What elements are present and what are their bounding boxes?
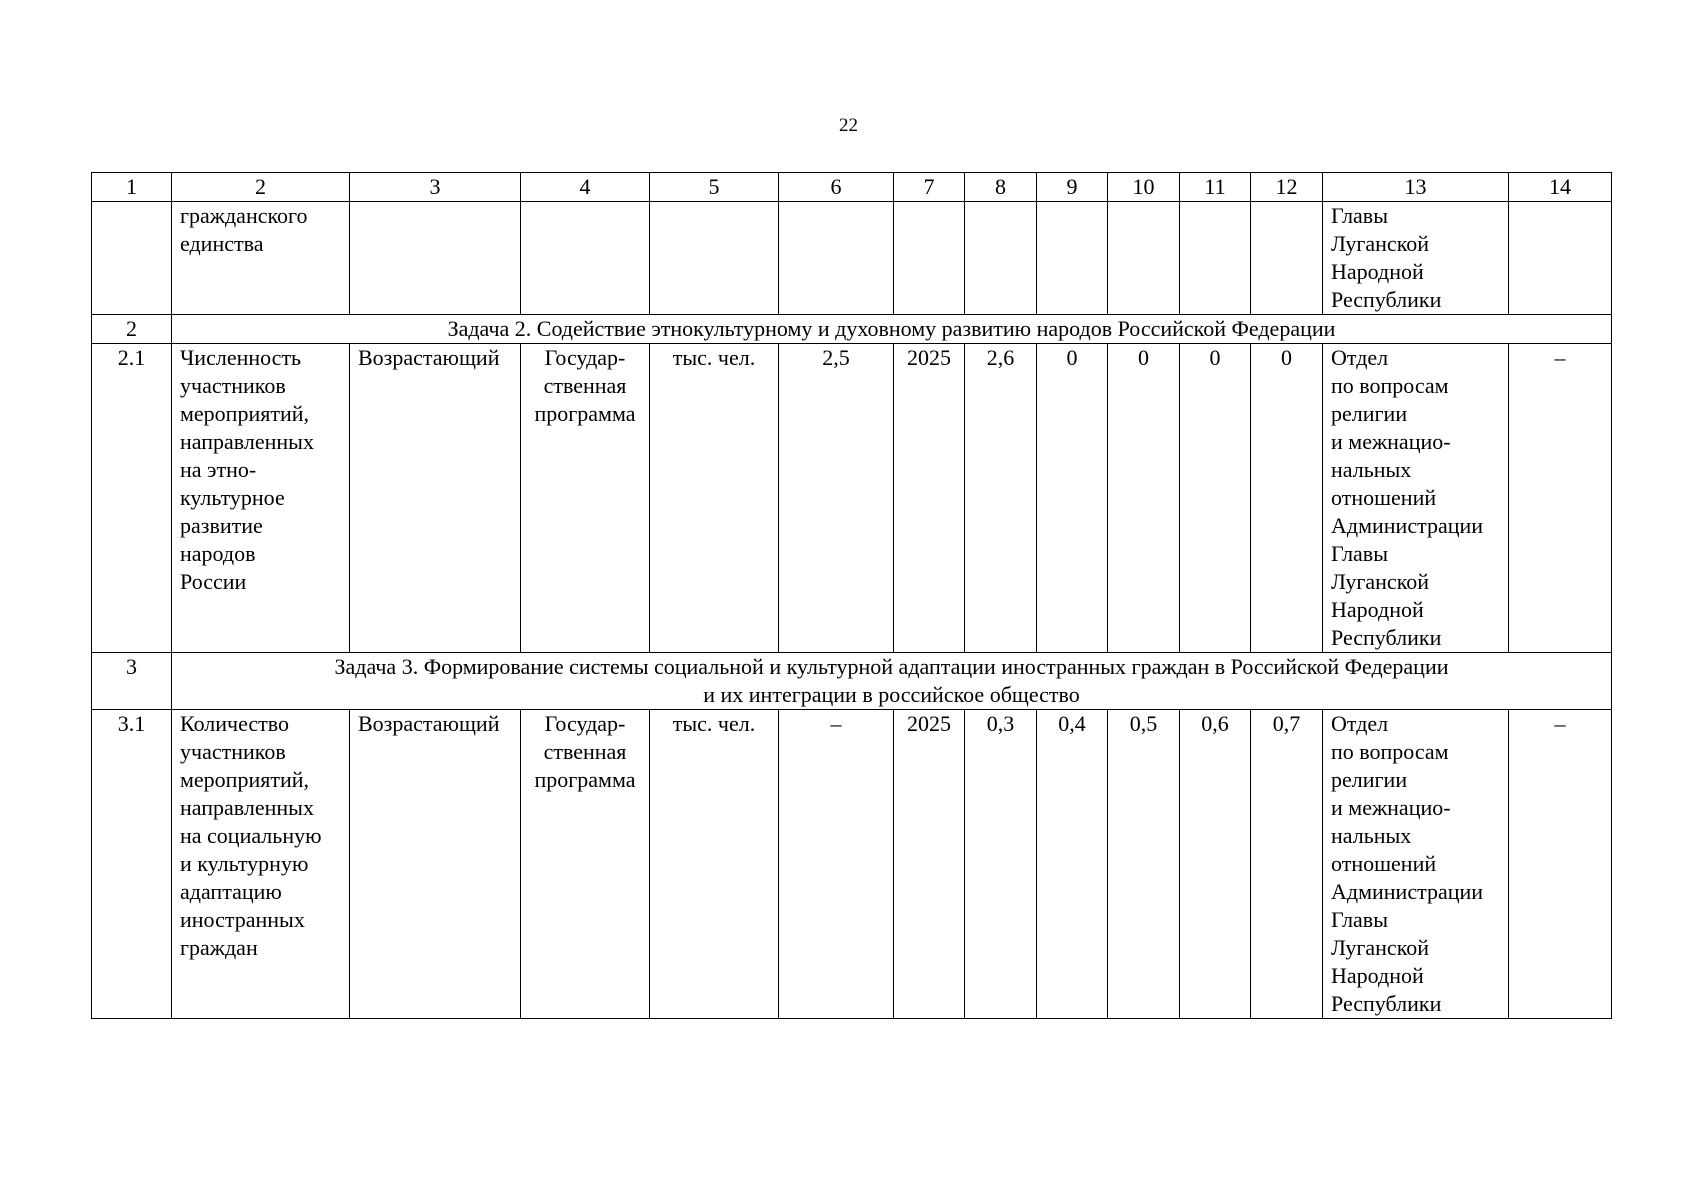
note-cell: – <box>1509 344 1612 653</box>
value-cell: 0,4 <box>1037 710 1108 1019</box>
column-header: 8 <box>965 173 1037 202</box>
note-cell: – <box>1509 710 1612 1019</box>
responsible-cell: Главы Луганской Народной Республики <box>1323 202 1509 315</box>
column-header: 2 <box>172 173 350 202</box>
table-cell <box>650 202 779 315</box>
task-number-cell: 3 <box>92 653 172 710</box>
column-header: 12 <box>1251 173 1323 202</box>
document-cell: Государ- ственная программа <box>521 710 650 1019</box>
column-header: 13 <box>1323 173 1509 202</box>
column-header: 14 <box>1509 173 1612 202</box>
row-number-cell: 2.1 <box>92 344 172 653</box>
task-row-2 <box>92 315 1612 344</box>
document-cell: Государ- ственная программа <box>521 344 650 653</box>
unit-cell: тыс. чел. <box>650 710 779 1019</box>
value-cell: 0,7 <box>1251 710 1323 1019</box>
column-numbers-row <box>92 173 1612 202</box>
table-cell <box>1251 202 1323 315</box>
column-header: 4 <box>521 173 650 202</box>
task-row-3 <box>92 653 1612 710</box>
page-number: 22 <box>839 115 858 136</box>
table-cell <box>1180 202 1251 315</box>
table-row-3-1 <box>92 710 1612 1019</box>
table-cell <box>779 202 894 315</box>
task-title-cell: Задача 3. Формирование системы социальной и культурной адаптации иностранных граждан в Российской Федерации и их интеграции в российское общество <box>172 653 1612 710</box>
column-header: 7 <box>894 173 965 202</box>
value-cell: 0,5 <box>1108 710 1180 1019</box>
table-cell <box>894 202 965 315</box>
table-cell <box>1509 202 1612 315</box>
indicator-name-cell: Численность участников мероприятий, направленных на этно- культурное развитие народов России <box>172 344 350 653</box>
value-cell: 0 <box>1251 344 1323 653</box>
row-number-cell: 3.1 <box>92 710 172 1019</box>
task-number-cell: 2 <box>92 315 172 344</box>
year-cell: 2025 <box>894 344 965 653</box>
column-header: 11 <box>1180 173 1251 202</box>
indicator-name-cell: Количество участников мероприятий, направленных на социальную и культурную адаптацию иностранных граждан <box>172 710 350 1019</box>
indicators-table <box>91 172 1612 1019</box>
column-header: 9 <box>1037 173 1108 202</box>
year-cell: 2025 <box>894 710 965 1019</box>
value-cell: 0 <box>1180 344 1251 653</box>
trend-cell: Возрастающий <box>350 710 521 1019</box>
value-cell: 2,6 <box>965 344 1037 653</box>
table-row-2-1 <box>92 344 1612 653</box>
indicator-name-cell: гражданского единства <box>172 202 350 315</box>
column-header: 3 <box>350 173 521 202</box>
table-cell <box>965 202 1037 315</box>
table-row-continuation <box>92 202 1612 315</box>
table-cell <box>92 202 172 315</box>
table-cell <box>521 202 650 315</box>
table-cell <box>350 202 521 315</box>
base-value-cell: 2,5 <box>779 344 894 653</box>
value-cell: 0,3 <box>965 710 1037 1019</box>
column-header: 5 <box>650 173 779 202</box>
unit-cell: тыс. чел. <box>650 344 779 653</box>
value-cell: 0,6 <box>1180 710 1251 1019</box>
column-header: 6 <box>779 173 894 202</box>
value-cell: 0 <box>1037 344 1108 653</box>
table-cell <box>1108 202 1180 315</box>
responsible-cell: Отдел по вопросам религии и межнацио- нальных отношений Администрации Главы Луганской Народной Республики <box>1323 710 1509 1019</box>
responsible-cell: Отдел по вопросам религии и межнацио- нальных отношений Администрации Главы Луганской Народной Республики <box>1323 344 1509 653</box>
base-value-cell: – <box>779 710 894 1019</box>
table-cell <box>1037 202 1108 315</box>
task-title-cell: Задача 2. Содействие этнокультурному и духовному развитию народов Российской Федерации <box>172 315 1612 344</box>
column-header: 1 <box>92 173 172 202</box>
column-header: 10 <box>1108 173 1180 202</box>
value-cell: 0 <box>1108 344 1180 653</box>
trend-cell: Возрастающий <box>350 344 521 653</box>
